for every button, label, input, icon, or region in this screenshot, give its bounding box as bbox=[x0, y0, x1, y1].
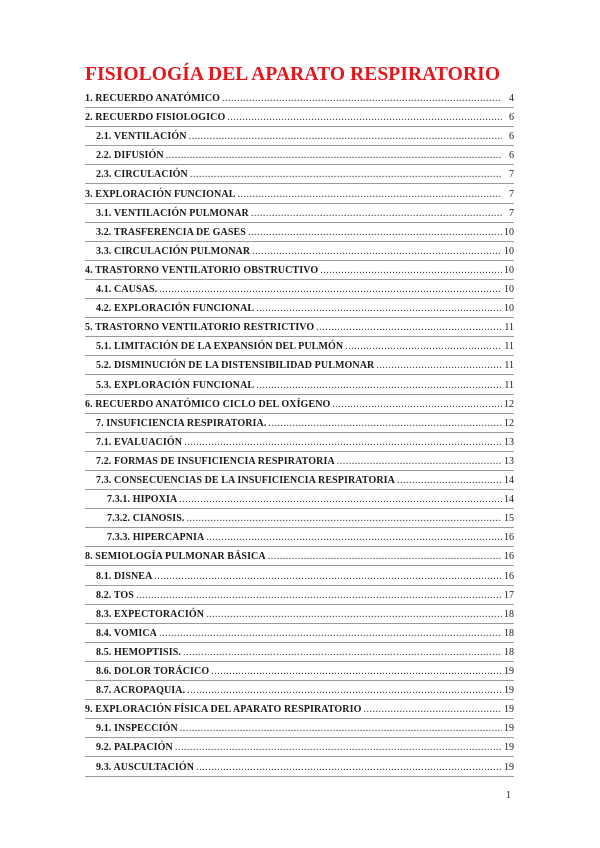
toc-entry-page: 19 bbox=[504, 704, 514, 716]
toc-entry-label: 7.3. CONSECUENCIAS DE LA INSUFICIENCIA RESPIRATORIA bbox=[96, 475, 395, 486]
toc-entry-page: 19 bbox=[504, 666, 514, 677]
toc-divider bbox=[85, 737, 514, 738]
toc-entry-label: 5.3. EXPLORACIÓN FUNCIONAL bbox=[96, 379, 255, 391]
toc-entry-label: 3.2. TRASFERENCIA DE GASES bbox=[96, 226, 246, 238]
toc-divider bbox=[85, 661, 514, 662]
toc-entry[interactable] bbox=[107, 530, 514, 544]
toc-entry-label: 9.2. PALPACIÓN bbox=[96, 742, 173, 754]
toc-entry-page: 13 bbox=[504, 455, 514, 467]
toc-entry-label: 8.7. ACROPAQUIA. bbox=[96, 685, 186, 697]
toc-entry[interactable] bbox=[96, 435, 514, 449]
toc-divider bbox=[85, 413, 514, 414]
dot-leader bbox=[337, 456, 502, 468]
toc-entry-label: 7.3.1. HIPOXIA bbox=[107, 494, 178, 506]
dot-leader bbox=[256, 380, 502, 392]
toc-entry-label: 2.2. DIFUSIÓN bbox=[96, 150, 164, 162]
toc-entry[interactable] bbox=[96, 721, 514, 735]
toc-entry[interactable] bbox=[96, 358, 514, 372]
toc-divider bbox=[85, 279, 514, 280]
toc-divider bbox=[85, 164, 514, 165]
toc-entry-page: 14 bbox=[504, 494, 514, 506]
toc-entry-label: 6. RECUERDO ANATÓMICO CICLO DEL OXÍGENO bbox=[85, 398, 331, 410]
dot-leader bbox=[345, 341, 502, 353]
toc-entry-label: 7.1. EVALUACIÓN bbox=[96, 436, 183, 448]
toc-entry[interactable] bbox=[96, 664, 514, 678]
toc-entry-page: 7 bbox=[509, 207, 514, 219]
toc-entry[interactable] bbox=[85, 187, 514, 201]
toc-divider bbox=[85, 241, 514, 242]
toc-entry-label: 1. RECUERDO ANATÓMICO bbox=[85, 93, 220, 104]
toc-divider bbox=[85, 451, 514, 452]
toc-entry[interactable] bbox=[96, 569, 514, 583]
toc-entry-page: 12 bbox=[504, 417, 514, 429]
dot-leader bbox=[251, 208, 502, 220]
toc-divider bbox=[85, 317, 514, 318]
toc-divider bbox=[85, 126, 514, 127]
toc-entry[interactable] bbox=[96, 129, 514, 143]
toc-entry[interactable] bbox=[96, 645, 514, 659]
toc-entry[interactable] bbox=[96, 416, 514, 430]
toc-divider bbox=[85, 585, 514, 586]
toc-divider bbox=[85, 680, 514, 681]
dot-leader bbox=[248, 227, 502, 239]
dot-leader bbox=[175, 742, 502, 754]
toc-divider bbox=[85, 183, 514, 184]
dot-leader bbox=[136, 590, 502, 602]
toc-entry-page: 6 bbox=[509, 112, 514, 124]
toc-entry-label: 9.1. INSPECCIÓN bbox=[96, 723, 178, 735]
toc-entry[interactable] bbox=[85, 320, 514, 334]
dot-leader bbox=[196, 762, 502, 774]
dot-leader bbox=[166, 150, 502, 162]
toc-divider bbox=[85, 374, 514, 375]
toc-divider bbox=[85, 298, 514, 299]
dot-leader bbox=[222, 93, 502, 105]
toc-entry[interactable] bbox=[96, 206, 514, 220]
toc-entry-label: 9.3. AUSCULTACIÓN bbox=[96, 761, 195, 773]
dot-leader bbox=[154, 571, 502, 583]
toc-divider bbox=[85, 260, 514, 261]
dot-leader bbox=[159, 628, 502, 640]
toc-entry-label: 7.2. FORMAS DE INSUFICIENCIA RESPIRATORIA bbox=[96, 455, 335, 467]
toc-entry-page: 6 bbox=[509, 131, 514, 143]
toc-entry-page: 16 bbox=[504, 570, 514, 582]
toc-divider bbox=[85, 546, 514, 547]
toc-entry[interactable] bbox=[96, 607, 514, 621]
toc-entry-label: 5. TRASTORNO VENTILATORIO RESTRICTIVO bbox=[85, 322, 315, 334]
toc-entry-label: 9. EXPLORACIÓN FÍSICA DEL APARATO RESPIRATORIO bbox=[85, 704, 362, 716]
toc-entry-page: 14 bbox=[504, 475, 514, 486]
toc-entry-label: 5.1. LIMITACIÓN DE LA EXPANSIÓN DEL PULMÓN bbox=[96, 341, 344, 353]
toc-entry[interactable] bbox=[85, 702, 514, 716]
dot-leader bbox=[179, 494, 502, 506]
toc-entry-label: 8.6. DOLOR TORÁCICO bbox=[96, 666, 210, 677]
toc-entry-page: 10 bbox=[504, 284, 514, 295]
toc-entry[interactable] bbox=[96, 683, 514, 697]
toc-divider bbox=[85, 565, 514, 566]
dot-leader bbox=[190, 169, 502, 181]
toc-entry-page: 19 bbox=[504, 761, 514, 773]
toc-entry-page: 4 bbox=[509, 93, 514, 104]
toc-entry-page: 19 bbox=[504, 723, 514, 735]
toc-entry-page: 18 bbox=[504, 646, 514, 658]
toc-entry[interactable] bbox=[96, 378, 514, 392]
toc-entry[interactable] bbox=[96, 244, 514, 258]
dot-leader bbox=[187, 685, 502, 697]
toc-divider bbox=[85, 604, 514, 605]
toc-entry-label: 3.3. CIRCULACIÓN PULMONAR bbox=[96, 245, 251, 257]
toc-entry-label: 8.4. VOMICA bbox=[96, 627, 157, 639]
dot-leader bbox=[364, 704, 503, 716]
toc-entry-page: 19 bbox=[504, 685, 514, 697]
toc-entry-page: 15 bbox=[504, 513, 514, 525]
toc-entry-page: 11 bbox=[504, 360, 514, 372]
toc-entry[interactable] bbox=[96, 339, 514, 353]
toc-entry-label: 4.1. CAUSAS. bbox=[96, 284, 158, 295]
toc-divider bbox=[85, 642, 514, 643]
toc-entry-page: 10 bbox=[504, 264, 514, 276]
toc-divider bbox=[85, 776, 514, 777]
toc-entry-label: 8. SEMIOLOGÍA PULMONAR BÁSICA bbox=[85, 551, 266, 563]
toc-entry[interactable] bbox=[107, 492, 514, 506]
toc-entry[interactable] bbox=[96, 626, 514, 640]
toc-entry-label: 7.3.2. CIANOSIS. bbox=[107, 513, 185, 525]
toc-entry-page: 7 bbox=[509, 169, 514, 181]
toc-entry-page: 10 bbox=[504, 303, 514, 315]
toc-divider bbox=[85, 145, 514, 146]
dot-leader bbox=[320, 265, 502, 277]
toc-entry-page: 6 bbox=[509, 150, 514, 162]
dot-leader bbox=[268, 551, 502, 563]
toc-entry-label: 2.3. CIRCULACIÓN bbox=[96, 169, 188, 181]
toc-entry-page: 16 bbox=[504, 551, 514, 563]
toc-entry-label: 3. EXPLORACIÓN FUNCIONAL bbox=[85, 188, 236, 200]
toc-entry[interactable] bbox=[96, 454, 514, 468]
toc-entry-page: 18 bbox=[504, 608, 514, 620]
toc-entry-page: 10 bbox=[504, 245, 514, 257]
toc-entry-page: 17 bbox=[504, 589, 514, 601]
toc-entry-label: 5.2. DISMINUCIÓN DE LA DISTENSIBILIDAD PULMONAR bbox=[96, 360, 375, 372]
toc-entry[interactable] bbox=[85, 110, 514, 124]
toc-divider bbox=[85, 336, 514, 337]
toc-entry-page: 11 bbox=[504, 341, 514, 353]
dot-leader bbox=[186, 513, 502, 525]
toc-entry-label: 7.3.3. HIPERCAPNIA bbox=[107, 532, 205, 544]
toc-divider bbox=[85, 718, 514, 719]
toc-entry[interactable] bbox=[85, 91, 514, 105]
toc-entry-label: 8.1. DISNEA bbox=[96, 570, 153, 582]
toc-divider bbox=[85, 699, 514, 700]
toc-divider bbox=[85, 394, 514, 395]
dot-leader bbox=[316, 322, 502, 334]
toc-divider bbox=[85, 527, 514, 528]
toc-entry[interactable] bbox=[96, 148, 514, 162]
toc-entry-label: 2.1. VENTILACIÓN bbox=[96, 131, 187, 143]
dot-leader bbox=[256, 303, 502, 315]
dot-leader bbox=[159, 284, 502, 296]
toc-entry-page: 16 bbox=[504, 532, 514, 544]
toc-entry-label: 7. INSUFICIENCIA RESPIRATORIA. bbox=[96, 417, 267, 429]
toc-entry[interactable] bbox=[96, 740, 514, 754]
toc-divider bbox=[85, 107, 514, 108]
dot-leader bbox=[237, 189, 502, 201]
dot-leader bbox=[268, 418, 502, 430]
toc-divider bbox=[85, 203, 514, 204]
toc-entry-page: 18 bbox=[504, 627, 514, 639]
toc-entry-page: 19 bbox=[504, 742, 514, 754]
toc-divider bbox=[85, 756, 514, 757]
toc-entry[interactable] bbox=[96, 225, 514, 239]
toc-divider bbox=[85, 432, 514, 433]
dot-leader bbox=[227, 112, 502, 124]
toc-entry-page: 11 bbox=[504, 379, 514, 391]
toc-entry-label: 4.2. EXPLORACIÓN FUNCIONAL bbox=[96, 303, 255, 315]
dot-leader bbox=[332, 399, 502, 411]
toc-entry[interactable] bbox=[85, 397, 514, 411]
toc-divider bbox=[85, 470, 514, 471]
dot-leader bbox=[180, 723, 502, 735]
toc-entry-label: 2. RECUERDO FISIOLOGICO bbox=[85, 112, 226, 124]
toc-entry-page: 7 bbox=[509, 188, 514, 200]
page-number: 1 bbox=[506, 790, 511, 801]
dot-leader bbox=[376, 360, 502, 372]
toc-entry[interactable] bbox=[107, 511, 514, 525]
toc-entry-page: 11 bbox=[504, 322, 514, 334]
dot-leader bbox=[189, 131, 502, 143]
toc-divider bbox=[85, 623, 514, 624]
dot-leader bbox=[252, 246, 502, 258]
document-title: FISIOLOGÍA DEL APARATO RESPIRATORIO bbox=[85, 64, 501, 85]
dot-leader bbox=[184, 437, 502, 449]
toc-entry-page: 12 bbox=[504, 398, 514, 410]
dot-leader bbox=[206, 532, 502, 544]
dot-leader bbox=[206, 609, 502, 621]
toc-entry[interactable] bbox=[96, 473, 514, 487]
toc-entry-page: 10 bbox=[504, 226, 514, 238]
toc-entry-label: 8.5. HEMOPTISIS. bbox=[96, 646, 181, 658]
toc-divider bbox=[85, 508, 514, 509]
dot-leader bbox=[397, 475, 502, 487]
toc-entry-label: 4. TRASTORNO VENTILATORIO OBSTRUCTIVO bbox=[85, 264, 319, 276]
toc-entry[interactable] bbox=[96, 588, 514, 602]
toc-entry-page: 13 bbox=[504, 436, 514, 448]
toc-entry-label: 3.1. VENTILACIÓN PULMONAR bbox=[96, 207, 249, 219]
toc-divider bbox=[85, 355, 514, 356]
toc-entry[interactable] bbox=[96, 301, 514, 315]
toc-divider bbox=[85, 489, 514, 490]
toc-entry[interactable] bbox=[85, 549, 514, 563]
dot-leader bbox=[211, 666, 502, 678]
dot-leader bbox=[183, 647, 502, 659]
toc-entry[interactable] bbox=[96, 167, 514, 181]
toc-divider bbox=[85, 222, 514, 223]
toc-entry[interactable] bbox=[96, 282, 514, 296]
toc-entry-label: 8.3. EXPECTORACIÓN bbox=[96, 608, 205, 620]
toc-entry[interactable] bbox=[85, 263, 514, 277]
toc-entry[interactable] bbox=[96, 760, 514, 774]
toc-entry-label: 8.2. TOS bbox=[96, 589, 134, 601]
